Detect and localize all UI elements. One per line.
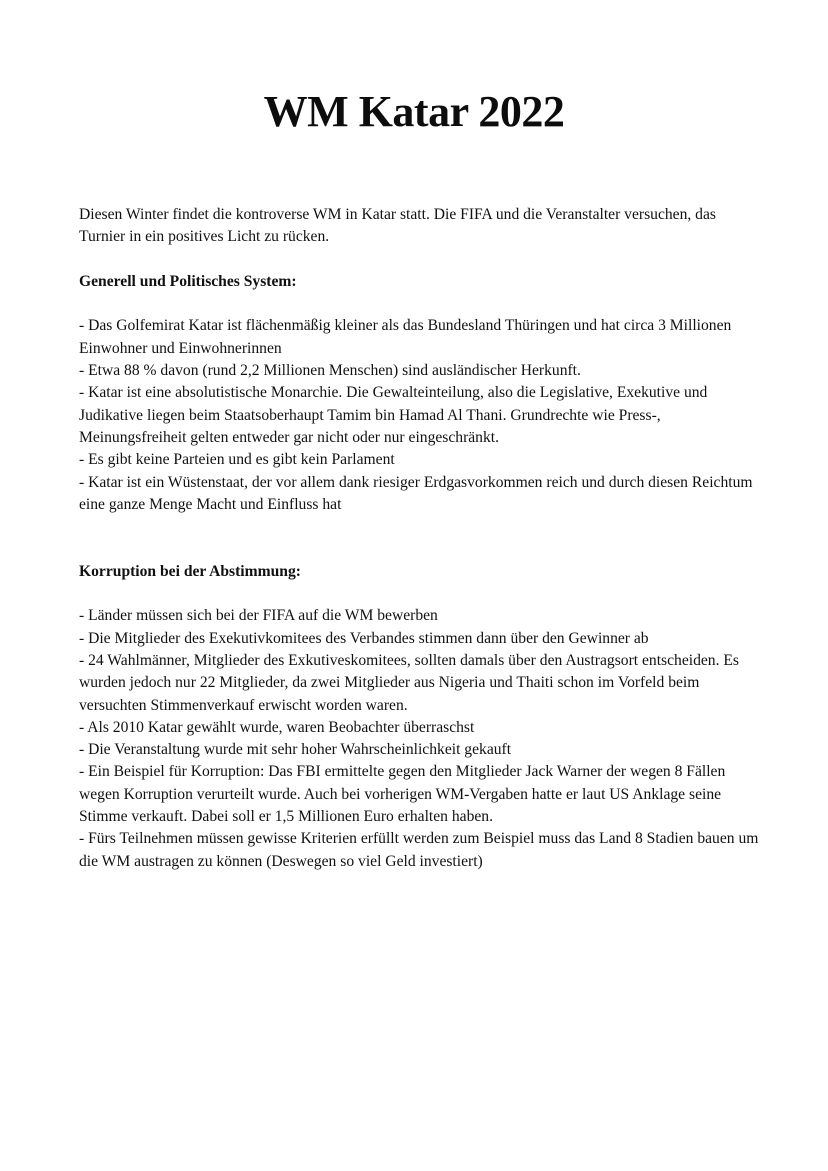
list-item: - Katar ist eine absolutistische Monarchie. Die Gewalteinteilung, also die Legislative, Exekutive und Judikative liegen beim Staatsoberhaupt Tamim bin Hamad Al Thani. Grundrechte wie Press-, Meinungsfreiheit gelten entweder gar nicht oder nur eingeschränkt.	[79, 384, 708, 446]
section-corruption	[79, 561, 759, 873]
politics-list	[79, 315, 759, 516]
section-heading: Generell und Politisches System:	[79, 272, 297, 290]
list-item: - Etwa 88 % davon (rund 2,2 Millionen Menschen) sind ausländischer Herkunft.	[79, 362, 581, 380]
list-item: - Fürs Teilnehmen müssen gewisse Kriterien erfüllt werden zum Beispiel muss das Land 8 Stadien bauen um die WM austragen zu können (Deswegen so viel Geld investiert)	[79, 830, 759, 870]
list-item: - Das Golfemirat Katar ist flächenmäßig kleiner als das Bundesland Thüringen und hat circa 3 Millionen Einwohner und Einwohnerinnen	[79, 317, 732, 357]
list-item: - Als 2010 Katar gewählt wurde, waren Beobachter überraschst	[79, 718, 475, 736]
section-heading: Korruption bei der Abstimmung:	[79, 562, 301, 580]
list-item: - Katar ist ein Wüstenstaat, der vor allem dank riesiger Erdgasvorkommen reich und durch diesen Reichtum eine ganze Menge Macht und Einfluss hat	[79, 473, 753, 513]
list-item: - Die Mitglieder des Exekutivkomitees des Verbandes stimmen dann über den Gewinner ab	[79, 629, 649, 647]
list-item: - Die Veranstaltung wurde mit sehr hoher Wahrscheinlichkeit gekauft	[79, 741, 512, 759]
section-politics	[79, 271, 759, 516]
corruption-list	[79, 605, 759, 873]
page-title: WM Katar 2022	[263, 87, 565, 136]
list-item: - 24 Wahlmänner, Mitglieder des Exkutiveskomitees, sollten damals über den Austragsort entscheiden. Es wurden jedoch nur 22 Mitglieder, da zwei Mitglieder aus Nigeria und Thaiti schon im Vorfeld beim versuchten Stimmenverkauf erwischt worden waren.	[79, 651, 739, 714]
document-body	[79, 204, 759, 873]
list-item: - Länder müssen sich bei der FIFA auf die WM bewerben	[79, 607, 438, 625]
list-item: - Ein Beispiel für Korruption: Das FBI ermittelte gegen den Mitglieder Jack Warner der wegen 8 Fällen wegen Korruption verurteilt wurde. Auch bei vorherigen WM-Vergaben hatte er laut US Anklage seine Stimme verkauft. Dabei soll er 1,5 Millionen Euro erhalten haben.	[79, 763, 726, 826]
list-item: - Es gibt keine Parteien und es gibt kein Parlament	[79, 451, 395, 469]
intro-paragraph: Diesen Winter findet die kontroverse WM in Katar statt. Die FIFA und die Veranstalter versuchen, das Turnier in ein positives Licht zu rücken.	[79, 206, 716, 246]
